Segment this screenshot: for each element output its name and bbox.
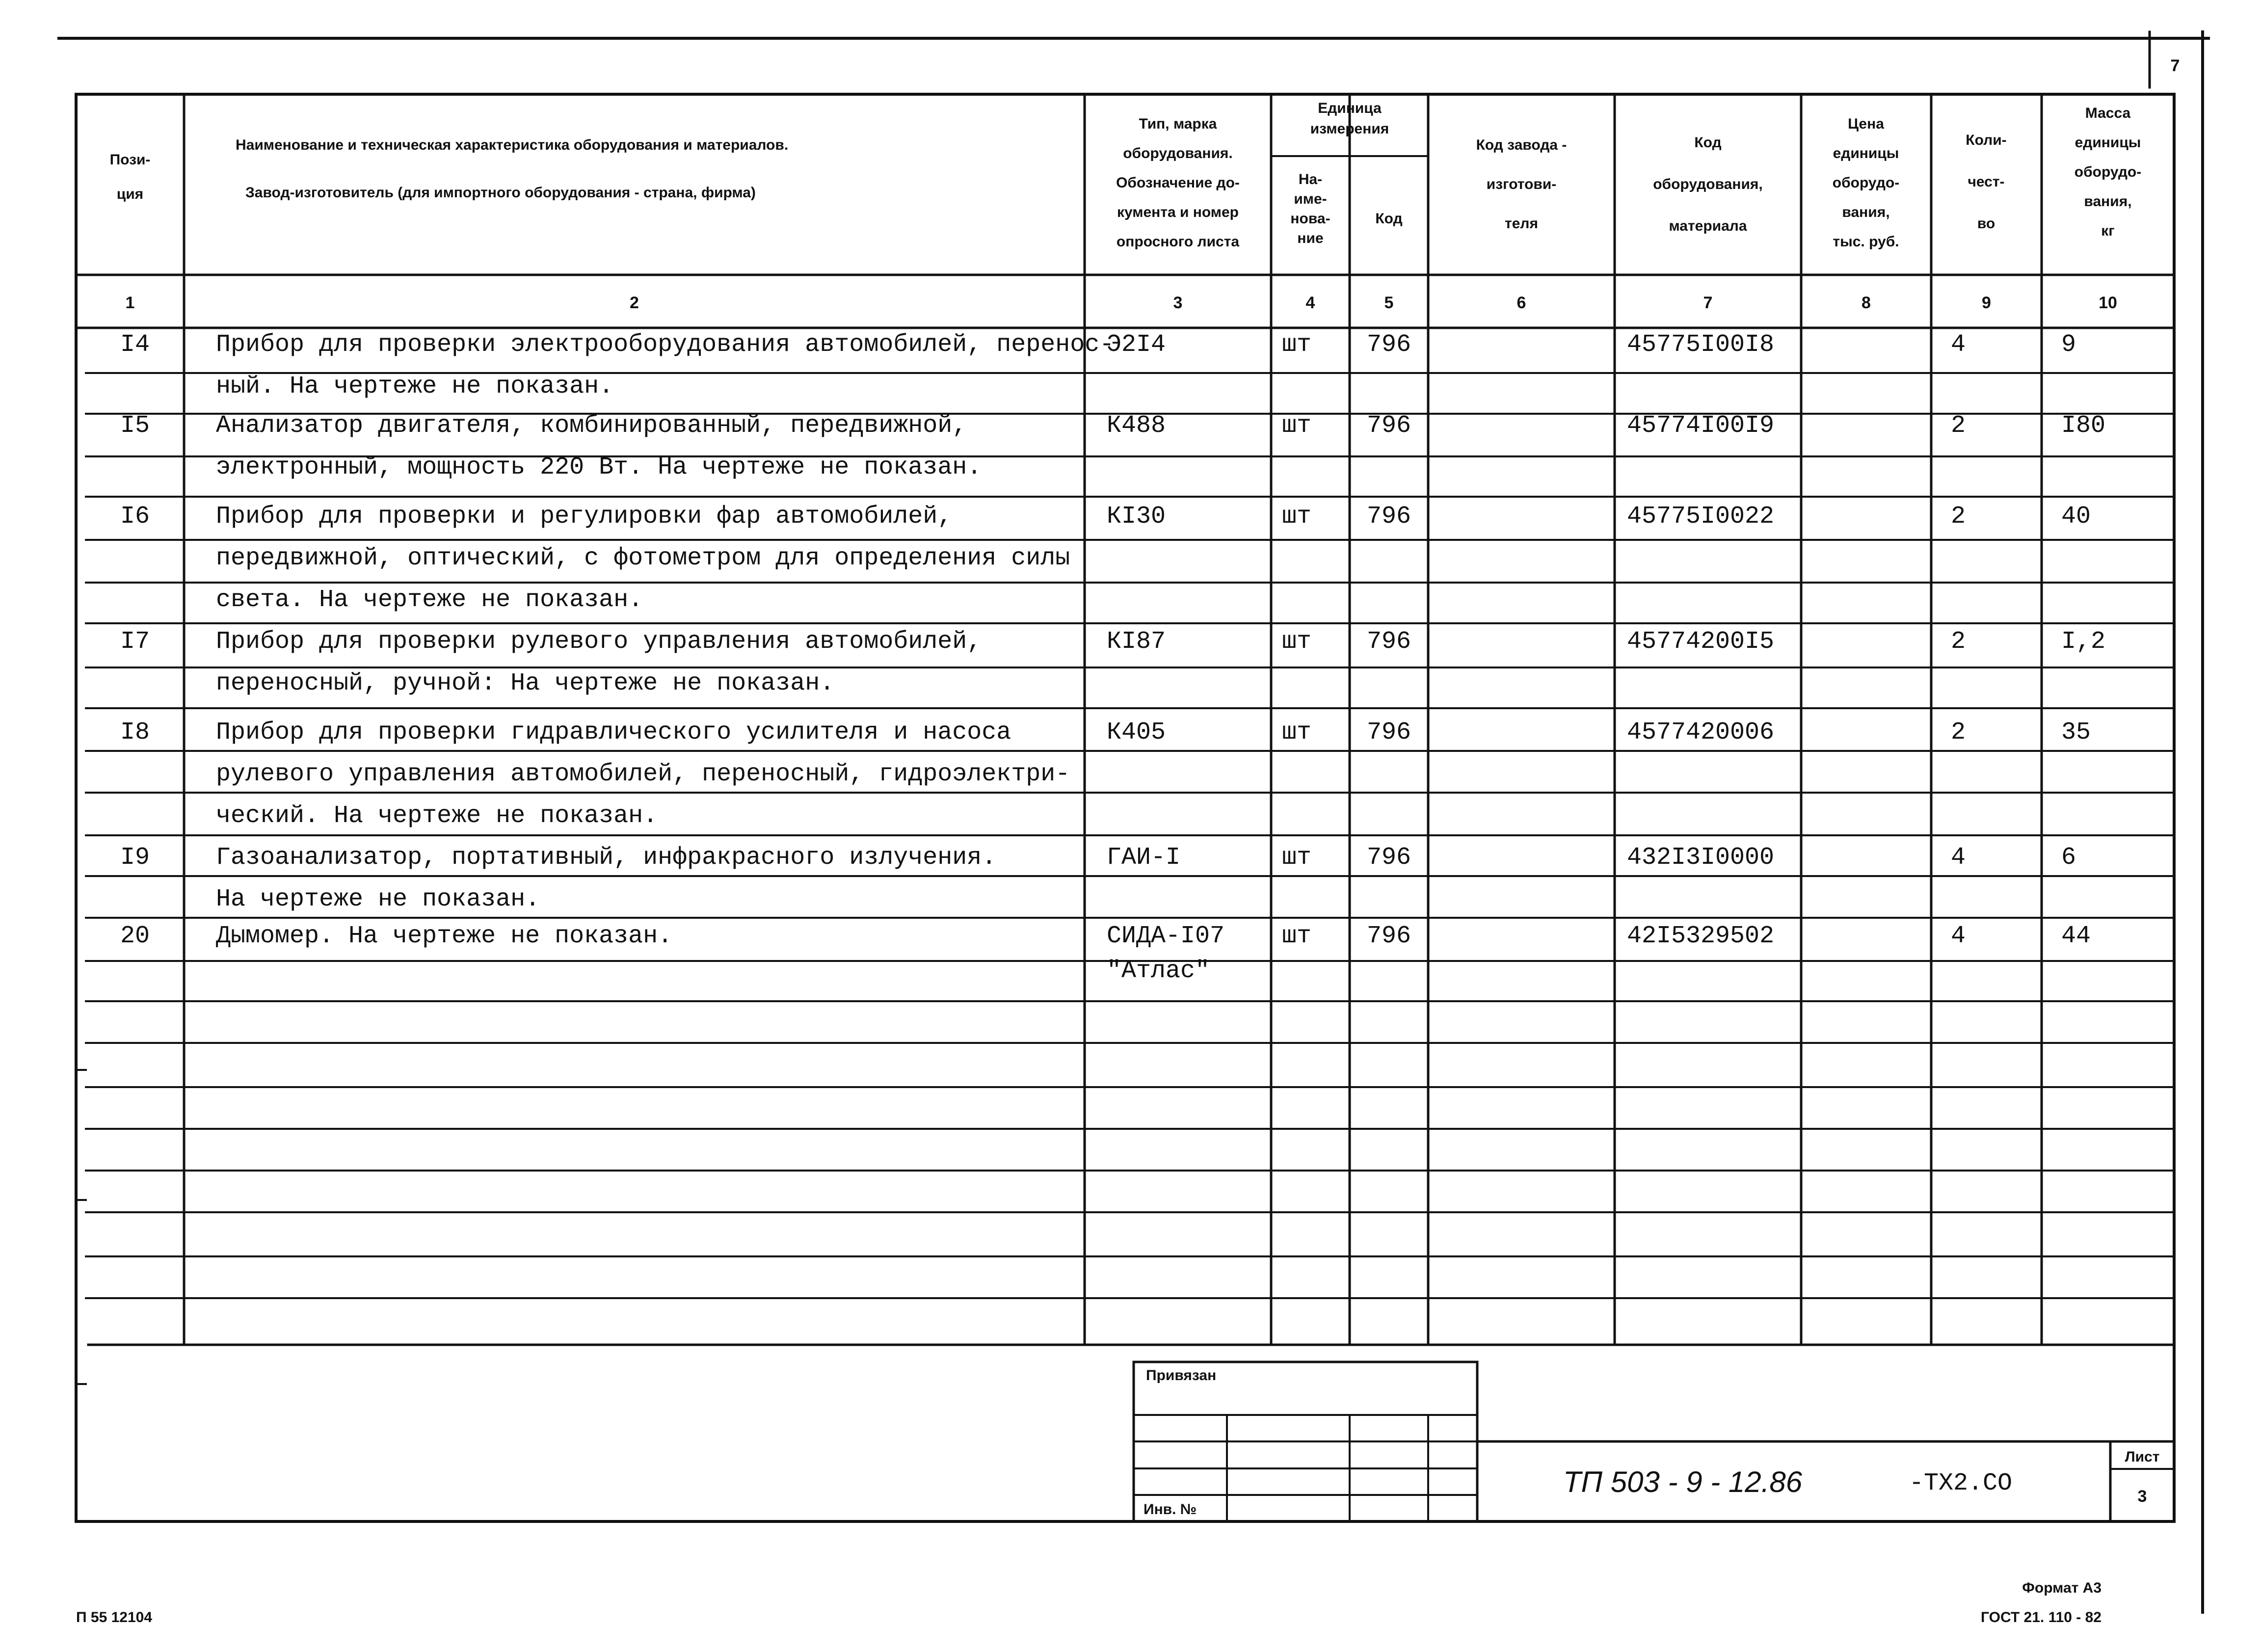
- column-number: 5: [1384, 293, 1394, 312]
- row-mass: 35: [2061, 719, 2091, 746]
- row-position: I7: [120, 628, 150, 656]
- footer-left-code: П 55 12104: [76, 1609, 153, 1625]
- header-factory-code: Код завода -: [1476, 137, 1567, 153]
- stamp-project-code: ТП 503 - 9 - 12.86: [1563, 1465, 1803, 1498]
- header-price: тыс. руб.: [1833, 234, 1899, 250]
- row-equipment-code: 45775I0022: [1627, 503, 1775, 531]
- footer-gost: ГОСТ 21. 110 - 82: [1981, 1609, 2101, 1625]
- row-description: Прибор для проверки рулевого управления автомобилей,: [216, 628, 982, 656]
- header-mass: вания,: [2084, 193, 2132, 210]
- row-mass: I,2: [2061, 628, 2106, 656]
- row-unit-code: 796: [1367, 719, 1411, 746]
- row-description: Дымомер. На чертеже не показан.: [216, 922, 673, 950]
- row-mass: 44: [2061, 922, 2091, 950]
- header-mass: Масса: [2085, 105, 2131, 121]
- row-mass: 40: [2061, 503, 2091, 531]
- header-unit: Единица: [1318, 100, 1382, 116]
- row-position: I9: [120, 844, 150, 872]
- header-factory-code: изготови-: [1486, 176, 1557, 192]
- row-description: рулевого управления автомобилей, переносный, гидроэлектри-: [216, 760, 1070, 788]
- stamp-sheet-label: Лист: [2125, 1449, 2160, 1465]
- page-mark: 7: [2170, 56, 2180, 75]
- header-price: единицы: [1833, 145, 1899, 161]
- row-unit: шт: [1282, 412, 1312, 440]
- row-position: 20: [120, 922, 150, 950]
- column-number: 3: [1173, 293, 1183, 312]
- header-price: вания,: [1842, 204, 1890, 220]
- header-unit-name: ние: [1297, 230, 1324, 246]
- row-unit: шт: [1282, 922, 1312, 950]
- header-type: оборудования.: [1123, 145, 1233, 161]
- row-description: переносный, ручной: На чертеже не показан.: [216, 669, 835, 697]
- row-description: Прибор для проверки и регулировки фар автомобилей,: [216, 503, 953, 531]
- stamp-sheet-number: 3: [2137, 1487, 2147, 1506]
- stamp-doc-suffix: -ТХ2.СО: [1909, 1469, 2013, 1497]
- row-type: СИДА-I07: [1107, 922, 1225, 950]
- header-factory-code: теля: [1505, 215, 1538, 232]
- header-name: Наименование и техническая характеристика оборудования и материалов.: [236, 137, 789, 153]
- row-description: Газоанализатор, портативный, инфракрасного излучения.: [216, 844, 997, 872]
- header-equipment-code: оборудования,: [1653, 176, 1763, 192]
- column-number: 7: [1703, 293, 1713, 312]
- row-unit-code: 796: [1367, 844, 1411, 872]
- header-type: Тип, марка: [1139, 116, 1217, 132]
- column-number: 6: [1516, 293, 1526, 312]
- row-type: КI30: [1107, 503, 1166, 531]
- header-name: Завод-изготовитель (для импортного оборудования - страна, фирма): [245, 185, 756, 201]
- header-unit-code: Код: [1375, 211, 1403, 227]
- header-price: оборудо-: [1832, 175, 1900, 191]
- row-equipment-code: 45774I00I9: [1627, 412, 1775, 440]
- row-unit: шт: [1282, 719, 1312, 746]
- header-unit-name: нова-: [1290, 211, 1330, 227]
- row-description: электронный, мощность 220 Вт. На чертеже не показан.: [216, 453, 982, 481]
- row-description: Анализатор двигателя, комбинированный, передвижной,: [216, 412, 967, 440]
- row-type: КI87: [1107, 628, 1166, 656]
- header-unit-name: На-: [1298, 171, 1323, 187]
- header-type: кумента и номер: [1117, 204, 1239, 220]
- row-description: Прибор для проверки электрооборудования автомобилей, перенос-: [216, 331, 1115, 359]
- header-equipment-code: материала: [1669, 218, 1747, 234]
- row-equipment-code: 42I5329502: [1627, 922, 1775, 950]
- header-position: Пози-: [109, 152, 151, 168]
- row-unit-code: 796: [1367, 503, 1411, 531]
- column-number: 4: [1305, 293, 1315, 312]
- column-number: 8: [1862, 293, 1871, 312]
- row-quantity: 2: [1951, 628, 1966, 656]
- row-unit: шт: [1282, 331, 1312, 359]
- row-type: Э2I4: [1107, 331, 1166, 359]
- column-number: 10: [2099, 293, 2117, 312]
- column-number: 9: [1982, 293, 1991, 312]
- row-quantity: 2: [1951, 503, 1966, 531]
- header-equipment-code: Код: [1694, 134, 1722, 151]
- row-description: Прибор для проверки гидравлического усилителя и насоса: [216, 719, 1011, 746]
- column-number: 2: [630, 293, 639, 312]
- row-unit: шт: [1282, 503, 1312, 531]
- row-description: передвижной, оптический, с фотометром для определения силы: [216, 544, 1070, 572]
- row-description: ный. На чертеже не показан.: [216, 373, 614, 400]
- row-position: I5: [120, 412, 150, 440]
- header-quantity: во: [1977, 215, 1995, 232]
- row-description: ческий. На чертеже не показан.: [216, 802, 658, 830]
- row-mass: 6: [2061, 844, 2076, 872]
- row-quantity: 2: [1951, 719, 1966, 746]
- header-type: опросного листа: [1116, 234, 1240, 250]
- row-quantity: 4: [1951, 922, 1966, 950]
- row-position: I6: [120, 503, 150, 531]
- stamp-inv-label: Инв. №: [1144, 1501, 1197, 1518]
- header-type: Обозначение до-: [1116, 175, 1240, 191]
- row-unit: шт: [1282, 628, 1312, 656]
- header-unit-name: име-: [1294, 191, 1327, 207]
- table-content: [120, 331, 2105, 985]
- row-quantity: 4: [1951, 331, 1966, 359]
- row-position: I4: [120, 331, 150, 359]
- row-unit-code: 796: [1367, 922, 1411, 950]
- row-unit-code: 796: [1367, 331, 1411, 359]
- header-quantity: Коли-: [1966, 132, 2007, 148]
- row-quantity: 2: [1951, 412, 1966, 440]
- row-mass: 9: [2061, 331, 2076, 359]
- row-quantity: 4: [1951, 844, 1966, 872]
- header-mass: единицы: [2075, 134, 2141, 151]
- header-quantity: чест-: [1968, 174, 2005, 190]
- row-unit: шт: [1282, 844, 1312, 872]
- footer-format: Формат А3: [2022, 1580, 2101, 1596]
- header-mass: кг: [2101, 223, 2115, 239]
- header-position: ция: [116, 186, 144, 202]
- row-type: К405: [1107, 719, 1166, 746]
- header-price: Цена: [1848, 116, 1884, 132]
- row-type: "Атлас": [1107, 957, 1210, 985]
- row-unit-code: 796: [1367, 412, 1411, 440]
- row-unit-code: 796: [1367, 628, 1411, 656]
- header-unit: измерения: [1310, 121, 1389, 137]
- row-equipment-code: 4577420006: [1627, 719, 1775, 746]
- row-mass: I80: [2061, 412, 2106, 440]
- row-position: I8: [120, 719, 150, 746]
- row-equipment-code: 45775I00I8: [1627, 331, 1775, 359]
- header-mass: оборудо-: [2074, 164, 2142, 180]
- column-number: 1: [125, 293, 135, 312]
- stamp-bound-label: Привязан: [1146, 1367, 1217, 1384]
- row-description: На чертеже не показан.: [216, 885, 540, 913]
- row-equipment-code: 432I3I0000: [1627, 844, 1775, 872]
- row-equipment-code: 45774200I5: [1627, 628, 1775, 656]
- row-type: ГАИ-I: [1107, 844, 1181, 872]
- title-block: [76, 1362, 2174, 1625]
- row-description: света. На чертеже не показан.: [216, 586, 643, 614]
- row-type: К488: [1107, 412, 1166, 440]
